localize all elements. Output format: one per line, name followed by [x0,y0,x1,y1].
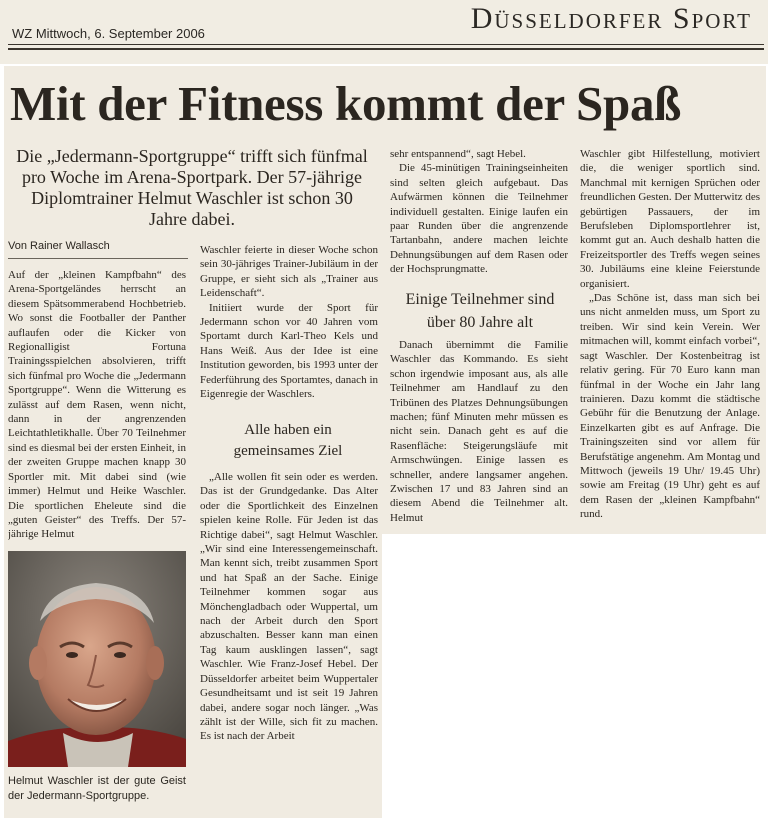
article-column-3-continued [390,338,568,534]
paragraph: Auf der „kleinen Kampfbahn“ des Arena-Sportgeländes herrscht an diesem Spätsommerabend Hochbetrieb. Wo sonst die Footballer der Panther auflaufen oder die Kicker von Regionalligist Fortuna Trainingsspielchen absolvieren, trifft sich fünfmal pro Woche die „Jedermann Sportgruppe“. Wenn die Witterung es zulässt auf dem Rasen, wenn nicht, dann in der angrenzenden Leichtathletikhalle. Über 70 Teilnehmer sind es diesmal bei der ersten Einheit, in der zweiten Gruppe machen knapp 30 Sportler mit. Mit dabei sind (wie immer) Helmut und Heike Waschler. Die sportlichen Eheleute sind die „guten Geister“ des Treffs. Der 57-jährige Helmut [8,269,186,541]
masthead-date: WZ Mittwoch, 6. September 2006 [12,26,205,41]
article-column-2-continued [200,470,378,818]
article-column-2 [200,243,378,411]
masthead-rule-top [8,44,764,45]
photo-caption: Helmut Waschler ist der gute Geist der Jedermann-Sportgruppe. [8,775,186,802]
paragraph: Waschler feierte in dieser Woche schon sein 30-jähriges Trainer-Jubiläum in der Gruppe, er sieht sich als „Trainer aus Leidenschaft“. [200,244,378,300]
section-title: Düsseldorfer Sport [470,2,752,35]
byline-rule [8,258,188,259]
portrait-illustration [8,551,186,767]
portrait-photo [8,551,186,767]
intertitle-2: Einige Teilnehmer sind über 80 Jahre alt [405,291,555,331]
article-column-4 [580,147,760,534]
article-column-1 [8,268,186,546]
article-column-3 [390,147,568,277]
masthead-rule-bottom [8,48,764,50]
paragraph: „Das Schöne ist, dass man sich bei uns nicht anmelden muss, um Sport zu treiben. Wir sind kein Verein. Wer mitmachen will, kommt einfach vorbei“, sagt Waschler. Der Kostenbeitrag ist relativ gering. Für 70 Euro kann man fünfmal in der Woche ein Jahr lang trainieren. Dazu kommt die städtische Gebühr für die Benutzung der Anlage. Einzelkarten gibt es auf Anfrage. Die Trainingszeiten sind vor allem für Berufstätige angenehm. Am Montag und Mittwoch (jeweils 19 Uhr/ 19.45 Uhr) sowie am Freitag (19 Uhr) geht es auf dem Rasen der „kleinen Kampfbahn“ rund. [580,292,760,521]
byline: Von Rainer Wallasch [8,240,110,252]
subheadline: Die „Jedermann-Sportgruppe“ trifft sich fünfmal pro Woche im Arena-Sportpark. Der 57-jährige Diplomtrainer Helmut Waschler ist schon 30 Jahre dabei. [16,146,368,229]
paragraph: Die 45-minütigen Trainingseinheiten sind selten gleich aufgebaut. Das Aufwärmen können die Teilnehmer individuell gestalten. Einige laufen ein paar Runden über die angrenzende Tartanbahn, andere machen leichte Dehnungsübungen auf dem Rasen oder der Hochsprungmatte. [390,162,568,276]
paragraph: Danach übernimmt die Familie Waschler das Kommando. Es sieht schon irgendwie imposant aus, als alle Teilnehmer am Handlauf zu den Tribünen des Platzes Dehnungsübungen machen; fünf Minuten mehr müssen es nicht sein. Danach geht es auf die Rasenfläche: Steigerungsläufe mit Armschwüngen. Einige lassen es schneller, andere langsamer angehen. Zwischen 17 und 83 Jahren sind an diesem Abend die Teilnehmer alt. Helmut [390,339,568,524]
intertitle-1: Alle haben ein gemeinsames Ziel [233,422,343,459]
paragraph: „Alle wollen fit sein oder es werden. Das ist der Grundgedanke. Das Alter oder die Sportlichkeit des Einzelnen spielen keine Rolle. Für Jeden ist das Richtige dabei“, sagt Helmut Waschler. „Wir sind eine Interessengemeinschaft. Man kennt sich, treibt zusammen Sport und hat Spaß an der Sache. Einige Teilnehmer kommen sogar aus Mönchengladbach oder Wuppertal, um nach der Arbeit durch den Sport abzuschalten. Besser kann man einen Tag kaum ausklingen lassen“, sagt Waschler. Wie Franz-Josef Hebel. Der Düsseldorfer arbeitet beim Wuppertaler Gesundheitsamt und ist seit 19 Jahren dabei, andere sogar noch länger. „Was zählt ist der Wille, sich fit zu machen. Es ist nach der Arbeit [200,471,378,743]
paragraph: Waschler gibt Hilfestellung, motiviert die, die weniger sportlich sind. Manchmal mit kernigen Sprüchen oder freundlichen Gesten. Der Mutterwitz des gebürtigen Passauers, der im Berufsleben Diplomsportlehrer ist, kommt gut an. Auch deshalb hatten die Freizeitsportler des Treffs wegen seines 30. Jubiläums eine kleine Feierstunde organisiert. [580,148,760,290]
headline: Mit der Fitness kommt der Spaß [10,76,682,131]
paragraph: sehr entspannend“, sagt Hebel. [390,148,526,160]
paragraph: Initiiert wurde der Sport für Jedermann schon vor 40 Jahren vom Sportamt durch Karl-Theo Kels und Hans Weiß. Aus der Idee ist eine Institution geworden, bis 1993 unter der Federführung des Sportamtes, danach in Eigenregie der Waschlers. [200,301,378,401]
